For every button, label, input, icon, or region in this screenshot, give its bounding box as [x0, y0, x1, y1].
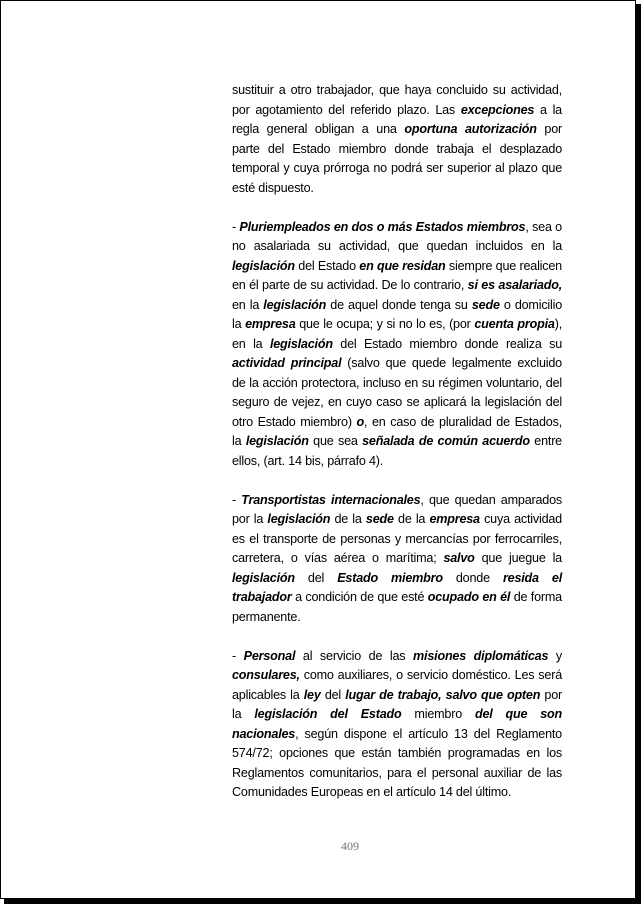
body-text: -: [232, 219, 240, 234]
body-text: , en caso de pluralidad de Estados, la: [232, 414, 562, 448]
emphasis-text: o: [356, 414, 365, 429]
body-text: del: [320, 687, 346, 702]
body-text: a condición de que esté: [291, 590, 428, 604]
body-text: -: [232, 648, 244, 663]
emphasis-text: si es asalariado,: [467, 278, 562, 292]
body-text: de la: [393, 512, 430, 526]
emphasis-text: del que son nacionales: [232, 707, 563, 741]
emphasis-text: excepciones: [460, 102, 535, 117]
paragraph-transportistas: [232, 491, 562, 628]
emphasis-text: empresa: [429, 512, 480, 526]
emphasis-text: lugar de trabajo, salvo que opten: [345, 687, 541, 702]
emphasis-text: legislación del Estado: [254, 707, 402, 721]
emphasis-text: legislación: [263, 297, 327, 312]
body-text: del: [294, 570, 338, 585]
body-text: ), en la: [232, 317, 562, 351]
body-text: de forma permanente.: [232, 590, 562, 624]
emphasis-text: legislación: [245, 434, 309, 448]
emphasis-text: sede: [365, 512, 394, 526]
body-text: donde: [442, 570, 503, 585]
body-text: entre ellos, (art. 14 bis, párrafo 4).: [232, 434, 562, 468]
emphasis-text: empresa: [245, 317, 296, 331]
emphasis-text: señalada de común acuerdo: [362, 434, 530, 448]
body-text: , según dispone el artículo 13 del Reglamento 574/72; opciones que están también programadas en los Reglamentos comunitarios, para el personal auxiliar de las Comunidades Europeas en el artículo 14 del último.: [232, 726, 562, 799]
body-text: por la: [232, 687, 562, 721]
emphasis-text: sede: [471, 297, 500, 312]
emphasis-text: Estado miembro: [337, 570, 443, 585]
body-text: del Estado: [294, 258, 360, 273]
page-shadow-bottom: [4, 899, 641, 904]
body-text: (salvo que quede legalmente excluido de la acción protectora, incluso en su régimen voluntario, del seguro de vejez, en cuyo caso se aplicará la legislación del otro Estado miembro): [232, 356, 562, 429]
emphasis-text: Personal: [243, 648, 296, 663]
text-column: [232, 81, 562, 822]
emphasis-text: ley: [303, 687, 321, 702]
emphasis-text: legislación: [269, 336, 333, 351]
body-text: cuya actividad es el transporte de personas y mercancías por ferrocarriles, carretera, o vías aérea o marítima;: [232, 512, 562, 565]
body-text: que le ocupa; y si no lo es, (por: [295, 317, 475, 331]
body-text: o domicilio la: [232, 297, 563, 331]
body-text: que sea: [308, 434, 363, 448]
body-text: y: [548, 648, 562, 663]
emphasis-text: legislación: [267, 512, 331, 526]
body-text: del Estado miembro donde realiza su: [332, 336, 563, 351]
emphasis-text: Pluriempleados en dos o más Estados miembros: [239, 219, 526, 234]
body-text: a la regla general obligan a una: [232, 102, 562, 136]
body-text: siempre que realicen en él parte de su actividad. De lo contrario,: [232, 258, 562, 292]
emphasis-text: cuenta propia: [474, 317, 555, 331]
emphasis-text: salvo: [443, 551, 475, 565]
body-text: que juegue la: [474, 551, 562, 565]
body-text: de aquel donde tenga su: [326, 297, 472, 312]
body-text: en la: [232, 297, 264, 312]
emphasis-text: legislación: [232, 258, 295, 273]
emphasis-text: misiones diplomáticas: [413, 648, 549, 663]
page-number: 409: [341, 839, 359, 853]
paragraph-pluriempleados: [232, 218, 562, 472]
emphasis-text: Transportistas internacionales: [241, 492, 421, 507]
body-text: miembro: [401, 707, 475, 721]
body-text: por parte del Estado miembro donde trabaja el desplazado temporal y cuya prórroga no podrá ser superior al plazo que esté dispuesto.: [232, 122, 563, 195]
emphasis-text: consulares,: [232, 668, 300, 682]
emphasis-text: en que residan: [359, 258, 446, 273]
emphasis-text: oportuna autorización: [404, 122, 537, 136]
body-text: , que quedan amparados por la: [232, 492, 562, 526]
emphasis-text: ocupado en él: [427, 590, 511, 604]
body-text: -: [232, 492, 242, 507]
body-text: como auxiliares, o servicio doméstico. Les será aplicables la: [232, 668, 562, 702]
paragraph-continuation: [232, 81, 562, 198]
emphasis-text: actividad principal: [232, 356, 342, 370]
emphasis-text: legislación: [232, 570, 295, 585]
body-text: al servicio de las: [295, 648, 414, 663]
body-text: sustituir a otro trabajador, que haya concluido su actividad, por agotamiento del referido plazo. Las: [232, 83, 562, 117]
emphasis-text: resida el trabajador: [232, 570, 563, 604]
body-text: de la: [330, 512, 366, 526]
paragraph-personal: [232, 647, 562, 803]
body-text: , sea o no asalariada su actividad, que quedan incluidos en la: [232, 219, 562, 253]
page-shadow-right: [636, 4, 641, 904]
